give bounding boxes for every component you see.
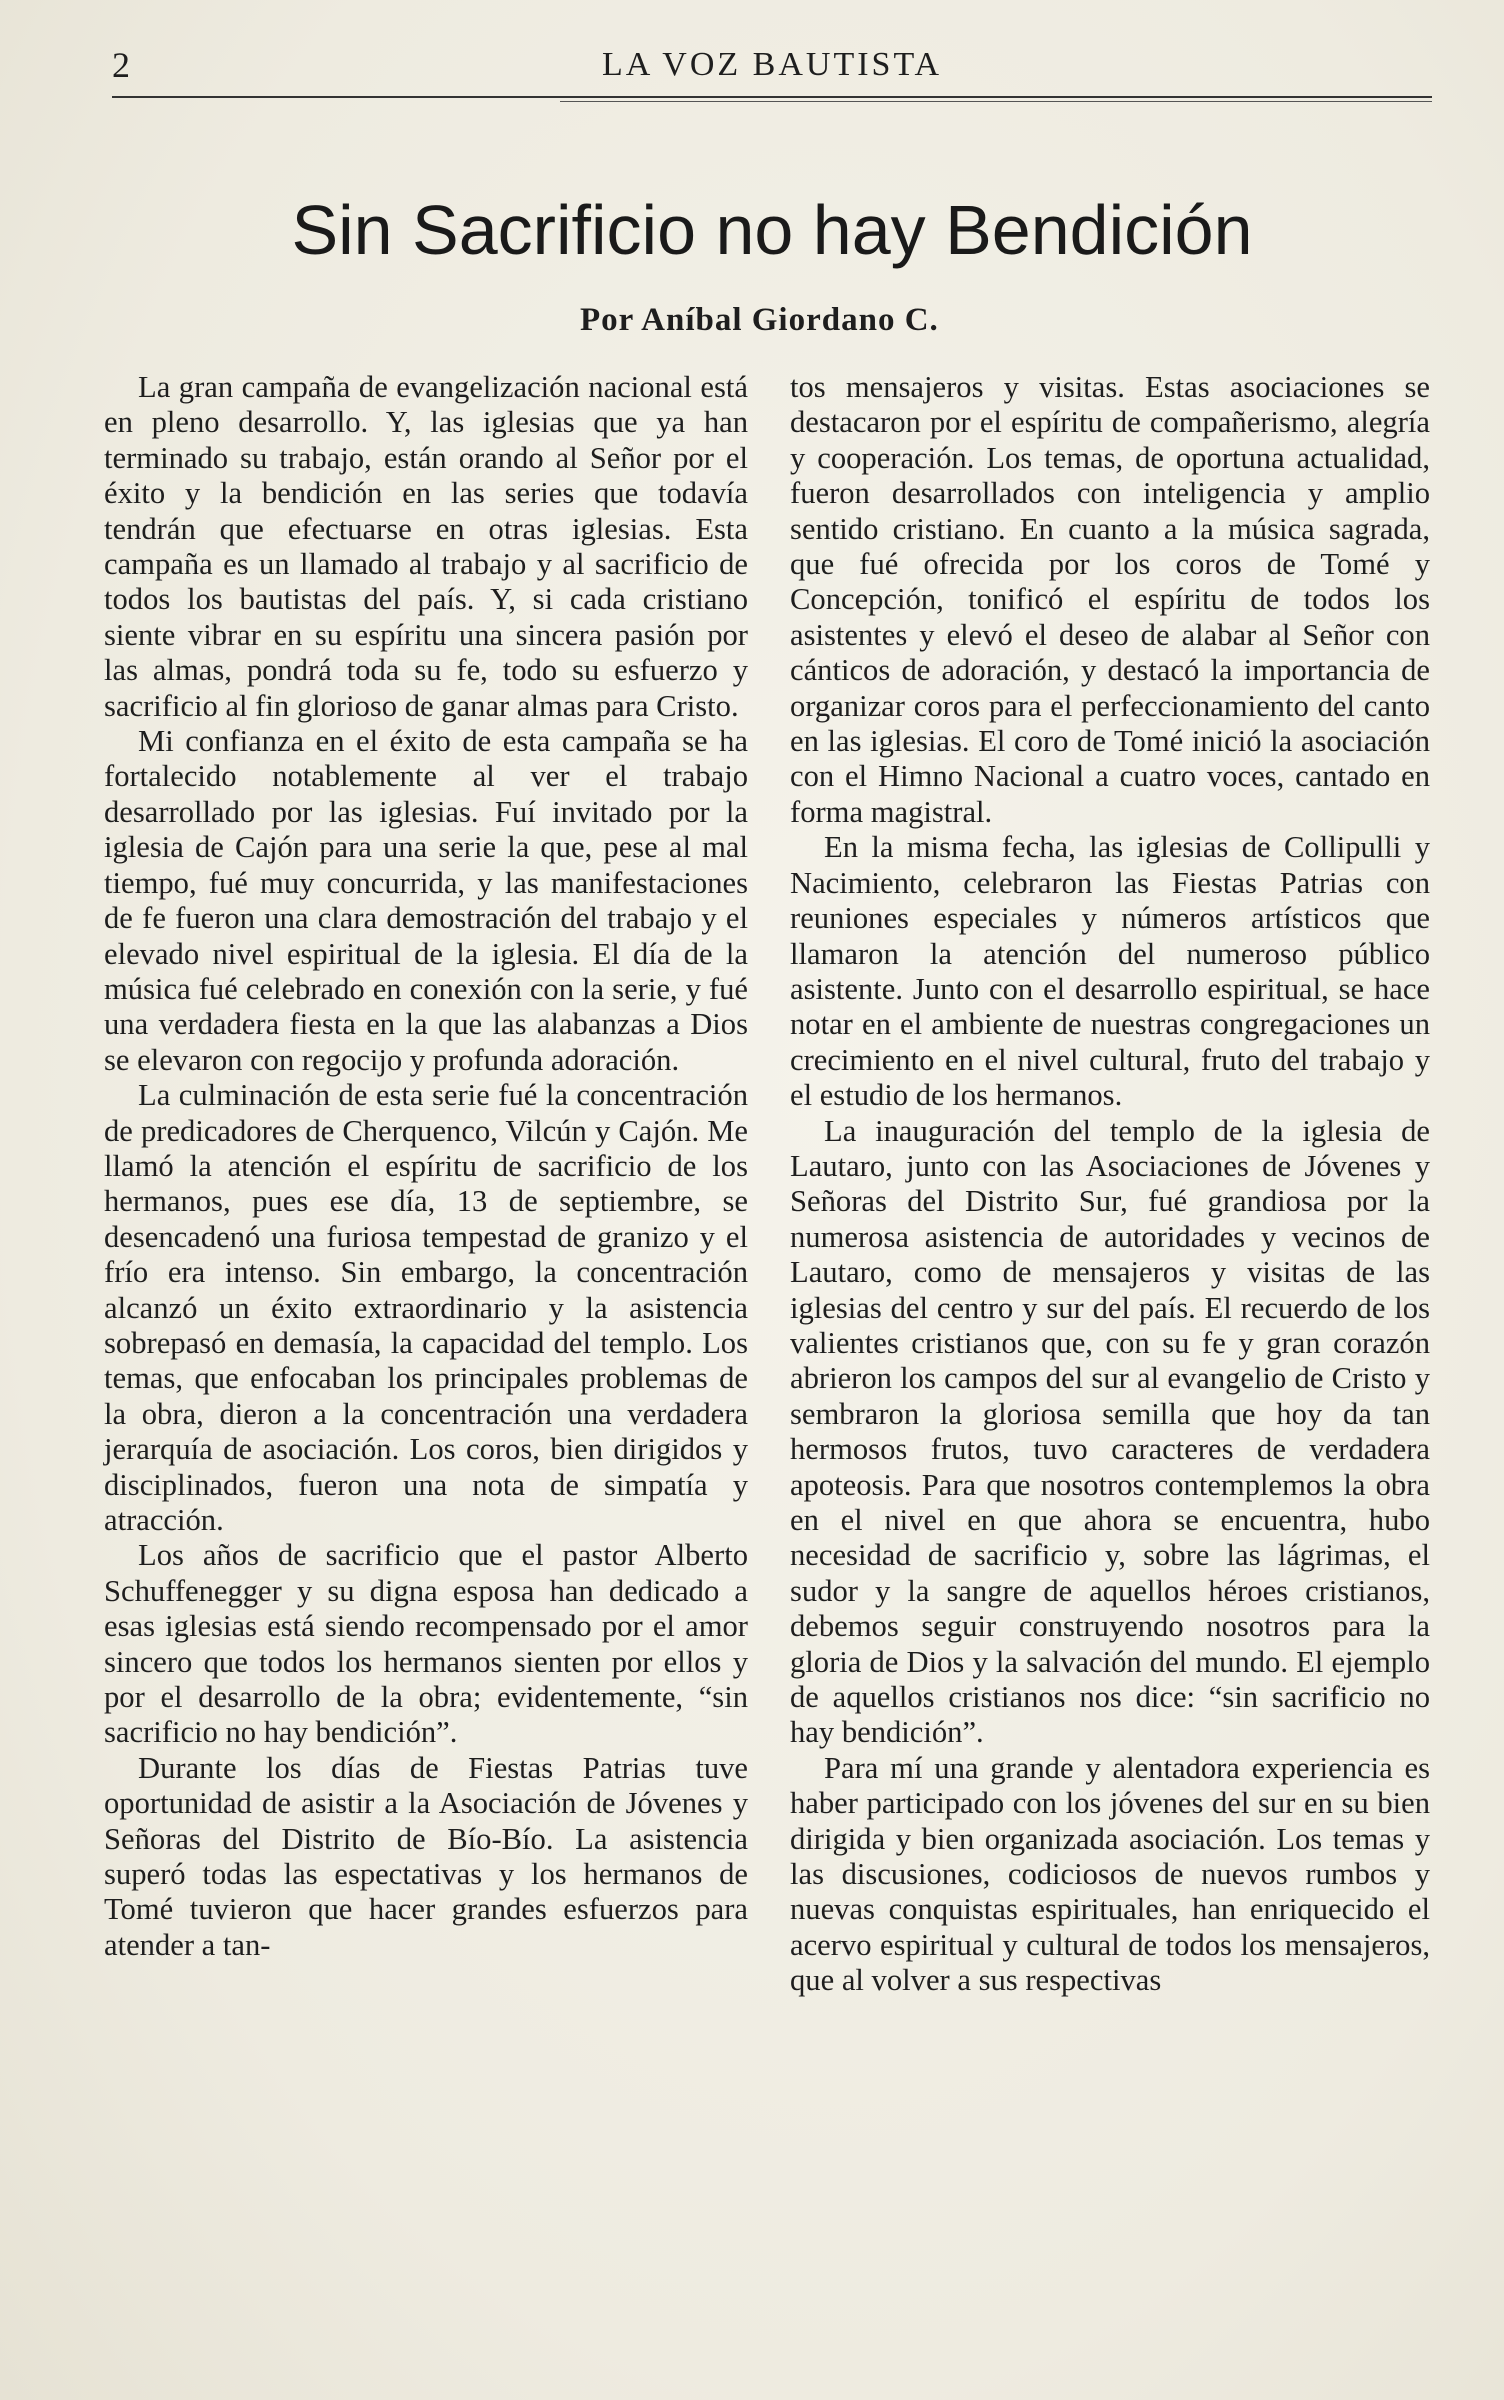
article-title: Sin Sacrificio no hay Bendición <box>291 191 1253 269</box>
right-column <box>790 370 1430 1999</box>
left-column <box>104 370 748 1963</box>
paragraph: La inauguración del templo de la iglesia de Lautaro, junto con las Asociaciones de Jóvenes y Señoras del Distrito Sur, fué grandiosa por la numerosa asistencia de autoridades y vecinos de Lautaro, como de mensajeros y visitas de las iglesias del centro y sur del país. El recuerdo de los valientes cristianos que, con su fe y gran corazón abrieron los campos del sur al evangelio de Cristo y sembraron la gloriosa semilla que hoy da tan hermosos frutos, tuvo caracteres de verdadera apoteosis. Para que nosotros contemplemos la obra en el nivel en que ahora se encuentra, hubo necesidad de sacrificio y, sobre las lágrimas, el sudor y la sangre de aquellos héroes cristianos, debemos seguir construyendo nosotros para la gloria de Dios y la salvación del mundo. El ejemplo de aquellos cristianos nos dice: “sin sacrificio no hay bendición”. <box>790 1113 1430 1750</box>
paragraph: Mi confianza en el éxito de esta campaña se ha fortalecido notablemente al ver el trabajo desarrollado por las iglesias. Fuí invitado por la iglesia de Cajón para una serie la que, pese al mal tiempo, fué muy concurrida, y las manifestaciones de fe fueron una clara demostración del trabajo y el elevado nivel espiritual de la iglesia. El día de la música fué celebrado en conexión con la serie, y fué una verdadera fiesta en la que las alabanzas a Dios se elevaron con regocijo y profunda adoración. <box>104 724 748 1077</box>
paragraph-continued: tos mensajeros y visitas. Estas asociaciones se destacaron por el espíritu de compañerismo, alegría y cooperación. Los temas, de oportuna actualidad, fueron desarrollados con inteligencia y amplio sentido cristiano. En cuanto a la música sagrada, que fué ofrecida por los coros de Tomé y Concepción, tonificó el espíritu de todos los asistentes y elevó el deseo de alabar al Señor con cánticos de adoración, y destacó la importancia de organizar coros para el perfeccionamiento del canto en las iglesias. El coro de Tomé inició la asociación con el Himno Nacional a cuatro voces, cantado en forma magistral. <box>790 370 1430 829</box>
header-rule-secondary <box>560 101 1432 102</box>
article-byline: Por Aníbal Giordano C. <box>580 302 939 338</box>
paragraph: La culminación de esta serie fué la concentración de predicadores de Cherquenco, Vilcún y Cajón. Me llamó la atención el espíritu de sacrificio de los hermanos, pues ese día, 13 de septiembre, se desencadenó una furiosa tempestad de granizo y el frío era intenso. Sin embargo, la concentración alcanzó un éxito extraordinario y la asistencia sobrepasó en demasía, la capacidad del templo. Los temas, que enfocaban los principales problemas de la obra, dieron a la concentración una verdadera jerarquía de asociación. Los coros, bien dirigidos y disciplinados, fueron una nota de simpatía y atracción. <box>104 1078 748 1537</box>
page-header <box>112 40 1432 90</box>
paragraph: Durante los días de Fiestas Patrias tuve oportunidad de asistir a la Asociación de Jóvenes y Señoras del Distrito de Bío-Bío. La asistencia superó todas las espectativas y los hermanos de Tomé tuvieron que hacer grandes esfuerzos para atender a tan- <box>104 1750 748 1962</box>
page-number: 2 <box>112 45 130 85</box>
running-title: LA VOZ BAUTISTA <box>601 46 943 83</box>
paragraph: En la misma fecha, las iglesias de Collipulli y Nacimiento, celebraron las Fiestas Patrias con reuniones especiales y números artísticos que llamaron la atención del numeroso público asistente. Junto con el desarrollo espiritual, se hace notar en el ambiente de nuestras congregaciones un crecimiento en el nivel cultural, fruto del trabajo y el estudio de los hermanos. <box>790 830 1430 1113</box>
paragraph: La gran campaña de evangelización nacional está en pleno desarrollo. Y, las iglesias que ya han terminado su trabajo, están orando al Señor por el éxito y la bendición en las series que todavía tendrán que efectuarse en otras iglesias. Esta campaña es un llamado al trabajo y al sacrificio de todos los bautistas del país. Y, si cada cristiano siente vibrar en su espíritu una sincera pasión por las almas, pondrá toda su fe, todo su esfuerzo y sacrificio al fin glorioso de ganar almas para Cristo. <box>104 370 748 723</box>
paragraph: Para mí una grande y alentadora experiencia es haber participado con los jóvenes del sur en su bien dirigida y bien organizada asociación. Los temas y las discusiones, codiciosos de nuevos rumbos y nuevas conquistas espirituales, han enriquecido el acervo espiritual y cultural de todos los mensajeros, que al volver a sus respectivas <box>790 1750 1430 1998</box>
header-rule <box>112 96 1432 98</box>
paragraph: Los años de sacrificio que el pastor Alberto Schuffenegger y su digna esposa han dedicado a esas iglesias está siendo recompensado por el amor sincero que todos los hermanos sienten por ellos y por el desarrollo de la obra; evidentemente, “sin sacrificio no hay bendición”. <box>104 1538 748 1750</box>
